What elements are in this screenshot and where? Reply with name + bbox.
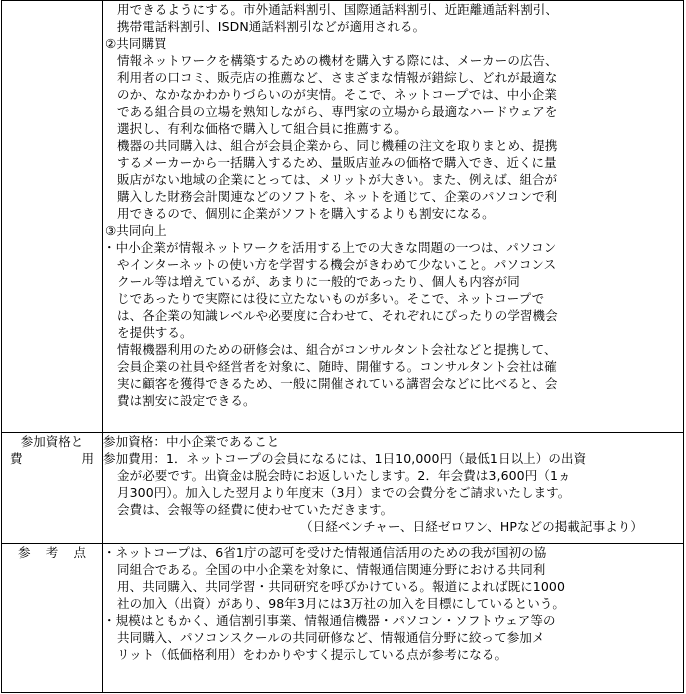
bullet-line: ・中小企業が情報ネットワークを活用する上での大きな問題の一つは、パソコン [103, 240, 557, 255]
text-line: は、各企業の知識レベルや必要度に合わせて、それぞれにぴったりの学習機会 [117, 308, 558, 323]
text-line: 販店がない地域の企業にとっては、メリットが大きい。また、例えば、組合が [117, 172, 558, 187]
text-line: 情報ネットワークを構築するための機材を購入する際には、メーカーの広告、 [117, 53, 558, 68]
text-line: 用できるようにする。市外通話料割引、国際通話料割引、近距離通話料割引、 [117, 2, 559, 17]
section-heading-joint-purchase: ②共同購買 [105, 36, 167, 51]
info-table [1, 0, 684, 693]
text-line: 実に顧客を獲得できるため、一般に開催されている講習会などに比べると、会 [117, 376, 558, 391]
text-line: 用、共同購入、共同学習・共同研究を呼びかけている。報道によれば既に1000 [117, 579, 566, 594]
label-char: 用 [81, 451, 94, 466]
row-reference-content [103, 544, 684, 693]
text-line: を提供する。 [117, 325, 193, 340]
text-line: 選択し、有利な価格で購入して組合員に推薦する。 [117, 121, 407, 136]
text-line: 機器の共同購入は、組合が会員企業から、同じ機種の注文を取りまとめ、提携 [117, 138, 558, 153]
label-char: 参 [18, 545, 31, 560]
label-char: 点 [73, 545, 86, 560]
bullet-line: ・ネットコープは、6省1庁の認可を受けた情報通信活用のための我が国初の協 [103, 545, 547, 560]
text-line: 社の加入（出資）があり、98年3月には3万社の加入を目標にしているという。 [117, 596, 566, 611]
label-line: 参加資格と [20, 434, 84, 449]
row-services [2, 1, 684, 433]
text-line: 共同購入、パソコンスクールの共同研修など、情報通信分野に絞って参加メ [117, 630, 545, 645]
text-line: 同組合である。全国の中小企業を対象に、情報通信関連分野における共同利 [117, 562, 546, 577]
text-line: するメーカーから一括購入するため、量販店並みの価格で購入でき、近くに量 [117, 155, 557, 170]
text-line: リット（低価格利用）をわかりやすく提示している点が参考になる。 [117, 647, 508, 662]
text-line: である組合員の立場を熟知しながら、専門家の立場から最適なハードウェアを [117, 104, 558, 119]
row-reference-label [2, 544, 103, 693]
text-line: のか、なかなかわかりづらいのが実情。そこで、ネットコープでは、中小企業 [117, 87, 558, 102]
label-line [2, 544, 102, 561]
text-line: 費は割安に設定できる。 [117, 393, 256, 408]
source-citation: （日経ベンチャー、日経ゼロワン、HPなどの掲載記事より） [300, 519, 643, 534]
fee-line: 月300円）。加入した翌月より年度末（3月）までの会費分をご請求いたします。 [117, 485, 571, 500]
row-services-label [2, 1, 103, 433]
row-qualification-label [2, 433, 103, 544]
section-heading-joint-improvement: ③共同向上 [105, 223, 167, 238]
qualification-line: 参加資格：中小企業であること [103, 434, 280, 449]
label-char: 考 [45, 545, 59, 560]
text-line: 情報機器利用のための研修会は、組合がコンサルタント会社などと提携して、 [117, 342, 557, 357]
row-qualification-fees [2, 433, 684, 544]
fee-line: 会費は、会報等の経費に使わせていただきます。 [117, 502, 394, 517]
fee-line: 金が必要です。出資金は脱会時にお返しいたします。2．年会費は3,600円（1ヵ [117, 468, 571, 483]
text-line: やインターネットの使い方を学習する機会がきわめて少ないこと。パソコンス [117, 257, 557, 272]
text-line: クール等は増えているが、あまりに一般的であったり、個人も内容が同 [117, 274, 520, 289]
text-line: 利用者の口コミ、販売店の推薦など、さまざまな情報が錯綜し、どれが最適な [117, 70, 558, 85]
text-line: 会員企業の社員や経営者を対象に、随時、開催する。コンサルタント会社は確 [117, 359, 557, 374]
text-line: 購入した財務会計関連などのソフトを、ネットを通じて、企業のパソコンで利 [117, 189, 558, 204]
label-line [2, 450, 102, 467]
fee-line: 参加費用：1．ネットコープの会員になるには、1日10,000円（最低1日以上）の出資 [103, 451, 587, 466]
text-line: 用できるので、個別に企業がソフトを購入するよりも割安になる。 [117, 206, 495, 221]
text-line: 携帯電話料割引、ISDN通話料割引などが適用される。 [117, 19, 426, 34]
row-services-content [103, 1, 684, 433]
row-qualification-content [103, 433, 684, 544]
label-char: 費 [10, 451, 23, 466]
row-reference-points [2, 544, 684, 693]
text-line: じであったりで実際には役に立たないものが多い。そこで、ネットコープで [117, 291, 545, 306]
bullet-line: ・規模はともかく、通信割引事業、情報通信機器・パソコン・ソフトウェア等の [103, 613, 556, 628]
